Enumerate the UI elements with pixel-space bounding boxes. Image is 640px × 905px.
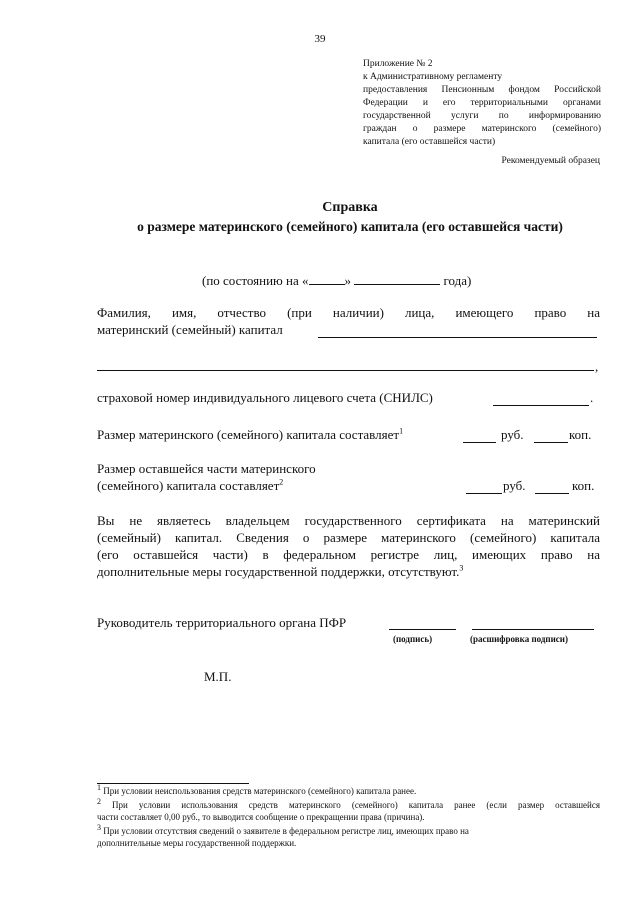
signature-decode-blank[interactable]	[472, 629, 594, 630]
day-blank[interactable]	[309, 272, 345, 285]
signature-blank[interactable]	[389, 629, 456, 630]
footnote-3	[97, 823, 600, 849]
capital-rub-label: руб.	[501, 427, 524, 442]
footnote-2-number: 2	[97, 797, 101, 806]
appendix-line: предоставления Пенсионным фондом Российской	[363, 85, 601, 95]
snils-label: страховой номер индивидуального лицевого счета (СНИЛС)	[97, 390, 433, 405]
appendix-line: граждан о размере материнского (семейного)	[363, 124, 601, 134]
remaining-kop-blank[interactable]	[535, 493, 569, 494]
signature-label: Руководитель территориального органа ПФР	[97, 615, 347, 630]
footnote-ref-1: 1	[399, 426, 404, 436]
fio-line-2	[97, 322, 600, 338]
remaining-label: (семейного) капитала составляет	[97, 478, 280, 493]
footnote-ref-3: 3	[459, 563, 464, 573]
capital-kop-label: коп.	[569, 427, 592, 442]
snils-period: .	[590, 390, 594, 405]
signature-caption: (подпись)	[393, 634, 433, 644]
appendix-line: государственной услуги по информированию	[363, 111, 601, 121]
remaining-rub-blank[interactable]	[466, 493, 502, 494]
footnote-1-text: При условии неиспользования средств материнского (семейного) капитала ранее.	[103, 786, 417, 796]
month-blank[interactable]	[354, 272, 440, 285]
page-number: 39	[314, 33, 326, 45]
recommended-sample-label: Рекомендуемый образец	[501, 156, 600, 166]
fio-comma: ,	[595, 359, 599, 374]
capital-kop-blank[interactable]	[534, 442, 568, 443]
notice-line-4	[97, 564, 600, 580]
signature-decode-caption: (расшифровка подписи)	[470, 634, 568, 644]
footnote-2-text-line-2: части составляет 0,00 руб., то выводится сообщение о прекращении права (причина).	[97, 811, 425, 822]
footnote-3-text-line-2: дополнительные меры государственной поддержки.	[97, 837, 297, 848]
fio-blank[interactable]	[318, 337, 597, 338]
as-of-date-line	[202, 272, 471, 289]
footnote-1-number: 1	[97, 783, 101, 792]
footnote-3-text-line-1: При условии отсутствия сведений о заявителе в федеральном регистре лиц, имеющих право на	[103, 826, 469, 836]
appendix-line: Федерации и его территориальными органами	[363, 98, 601, 108]
notice-line-2: (семейный) капитал. Сведения о размере материнского (семейного) капитала	[97, 530, 600, 545]
fio-line-2-text: материнский (семейный) капитал	[97, 322, 283, 337]
fio-line-1: Фамилия, имя, отчество (при наличии) лица, имеющего право на	[97, 305, 600, 320]
as-of-mid: »	[344, 273, 351, 288]
appendix-line: Приложение № 2	[363, 59, 433, 69]
footnote-2-text-line-1: При условии использования средств материнского (семейного) капитала ранее (если размер оставшейся	[112, 800, 600, 810]
notice-line-4-text: дополнительные меры государственной поддержки, отсутствуют.	[97, 564, 460, 579]
appendix-line: к Административному регламенту	[363, 72, 503, 82]
fio-blank-continued[interactable]	[97, 370, 594, 371]
remaining-kop-label: коп.	[572, 478, 595, 493]
footnote-3-number: 3	[97, 823, 101, 832]
remaining-rub-label: руб.	[503, 478, 526, 493]
footnote-2	[97, 797, 600, 823]
footnote-ref-2: 2	[279, 477, 284, 487]
as-of-prefix: (по состоянию на «	[202, 273, 309, 288]
remaining-line-1: Размер оставшейся части материнского	[97, 461, 316, 476]
capital-label: Размер материнского (семейного) капитала составляет	[97, 427, 400, 442]
document-title: Справка	[322, 200, 378, 215]
as-of-suffix: года)	[443, 273, 472, 288]
document-subtitle: о размере материнского (семейного) капитала (его оставшейся части)	[137, 219, 563, 234]
snils-blank[interactable]	[493, 405, 589, 406]
appendix-line: капитала (его оставшейся части)	[363, 137, 496, 147]
capital-line	[97, 427, 600, 443]
notice-line-1: Вы не являетесь владельцем государственного сертификата на материнский	[97, 513, 600, 528]
appendix-header	[363, 58, 601, 149]
capital-rub-blank[interactable]	[463, 442, 496, 443]
footnote-1	[97, 783, 600, 798]
snils-line	[97, 390, 600, 406]
notice-line-3: (его оставшейся части) в федеральном регистре лиц, имеющих право на	[97, 547, 600, 562]
footnote-divider	[97, 783, 249, 784]
stamp-place: М.П.	[204, 669, 232, 684]
